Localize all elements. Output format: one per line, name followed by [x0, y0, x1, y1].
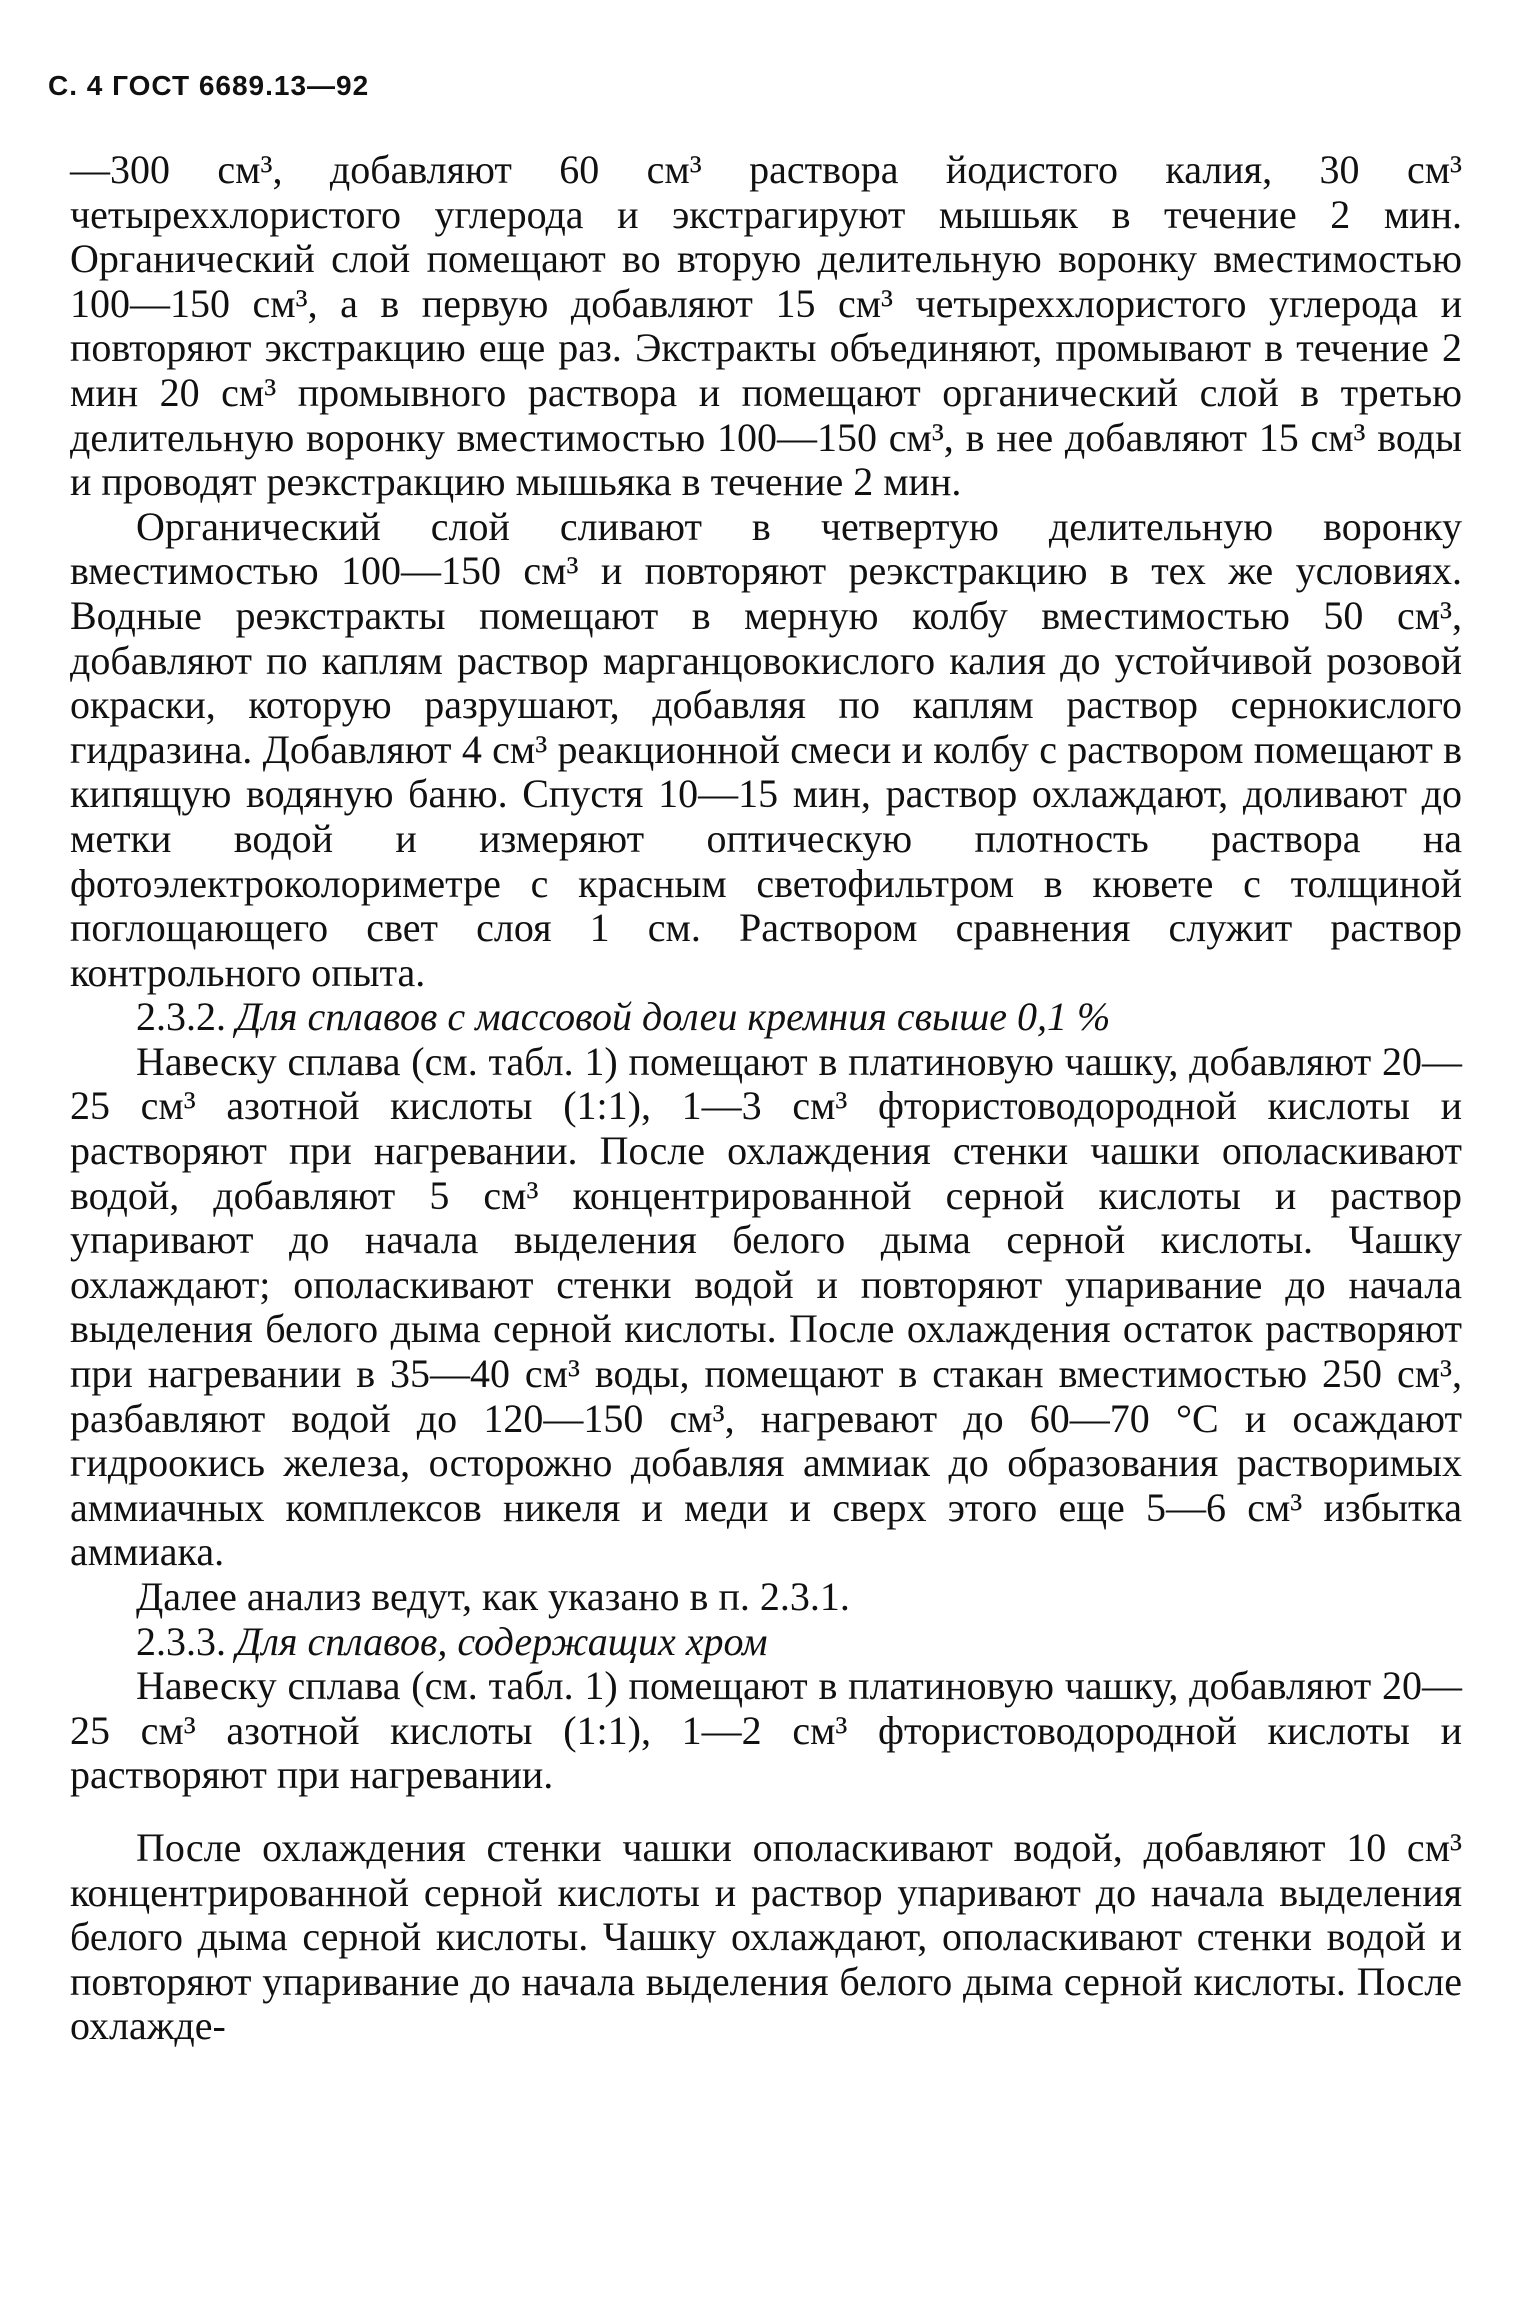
paragraph-after-cooling: После охлаждения стенки чашки ополаскивают водой, добавляют 10 см³ концентрированной серной кислоты и раствор упаривают до начала выделения белого дыма серной кислоты. Чашку охлаждают, ополаскивают стенки водой и повторяют упаривание до начала выделения белого дыма серной кислоты. После охлажде- — [70, 1824, 1462, 2049]
section-heading-2-3-2 — [70, 995, 1462, 1040]
section-number: 2.3.3. — [136, 1618, 226, 1664]
paragraph-arsenic-extraction: —300 см³, добавляют 60 см³ раствора йодистого калия, 30 см³ четыреххлористого углерода и экстрагируют мышьяк в течение 2 мин. Органический слой помещают во вторую делительную воронку вместимостью 100—150 см³, а в первую добавляют 15 см³ четыреххлористого углерода и повторяют экстракцию еще раз. Экстракты объединяют, промывают в течение 2 мин 20 см³ промывного раствора и помещают органический слой в третью делительную воронку вместимостью 100—150 см³, в нее добавляют 15 см³ воды и проводят реэкстракцию мышьяка в течение 2 мин. — [70, 147, 1462, 505]
paragraph-reference: Далее анализ ведут, как указано в п. 2.3.1. — [136, 1574, 850, 1619]
paragraph-reextraction: Органический слой сливают в четвертую делительную воронку вместимостью 100—150 см³ и повторяют реэкстракцию в тех же условиях. Водные реэкстракты помещают в мерную колбу вместимостью 50 см³, добавляют по каплям раствор марганцовокислого калия до устойчивой розовой окраски, которую разрушают, добавляя по каплям раствор сернокислого гидразина. Добавляют 4 см³ реакционной смеси и колбу с раствором помещают в кипящую водяную баню. Спустя 10—15 мин, раствор охлаждают, доливают до метки водой и измеряют оптическую плотность раствора на фотоэлектроколориметре с красным светофильтром в кювете с толщиной поглощающего свет слоя 1 см. Раствором сравнения служит раствор контрольного опыта. — [70, 503, 1462, 995]
document-body — [70, 148, 1462, 2049]
page-header: С. 4 ГОСТ 6689.13—92 — [48, 70, 370, 101]
section-number: 2.3.2. — [136, 994, 226, 1040]
section-title: Для сплавов с массовой долеи кремния свыше 0,1 % — [236, 994, 1111, 1040]
section-title: Для сплавов, содержащих хром — [236, 1618, 768, 1664]
paragraph-chromium-alloys: Навеску сплава (см. табл. 1) помещают в платиновую чашку, добавляют 20—25 см³ азотной кислоты (1:1), 1—2 см³ фтористоводородной кислоты и растворяют при нагревании. — [70, 1663, 1462, 1798]
section-heading-2-3-3 — [70, 1620, 1462, 1665]
paragraph-silicon-alloys: Навеску сплава (см. табл. 1) помещают в платиновую чашку, добавляют 20—25 см³ азотной кислоты (1:1), 1—3 см³ фтористоводородной кислоты и растворяют при нагревании. После охлаждения стенки чашки ополаскивают водой, добавляют 5 см³ концентрированной серной кислоты и раствор упаривают до начала выделения белого дыма серной кислоты. Чашку охлаждают; ополаскивают стенки водой и повторяют упаривание до начала выделения белого дыма серной кислоты. После охлаждения остаток растворяют при нагревании в 35—40 см³ воды, помещают в стакан вместимостью 250 см³, разбавляют водой до 120—150 см³, нагревают до 60—70 °С и осаждают гидроокись железа, осторожно добавляя аммиак до образования растворимых аммиачных комплексов никеля и меди и сверх этого еще 5—6 см³ избытка аммиака. — [70, 1038, 1462, 1575]
